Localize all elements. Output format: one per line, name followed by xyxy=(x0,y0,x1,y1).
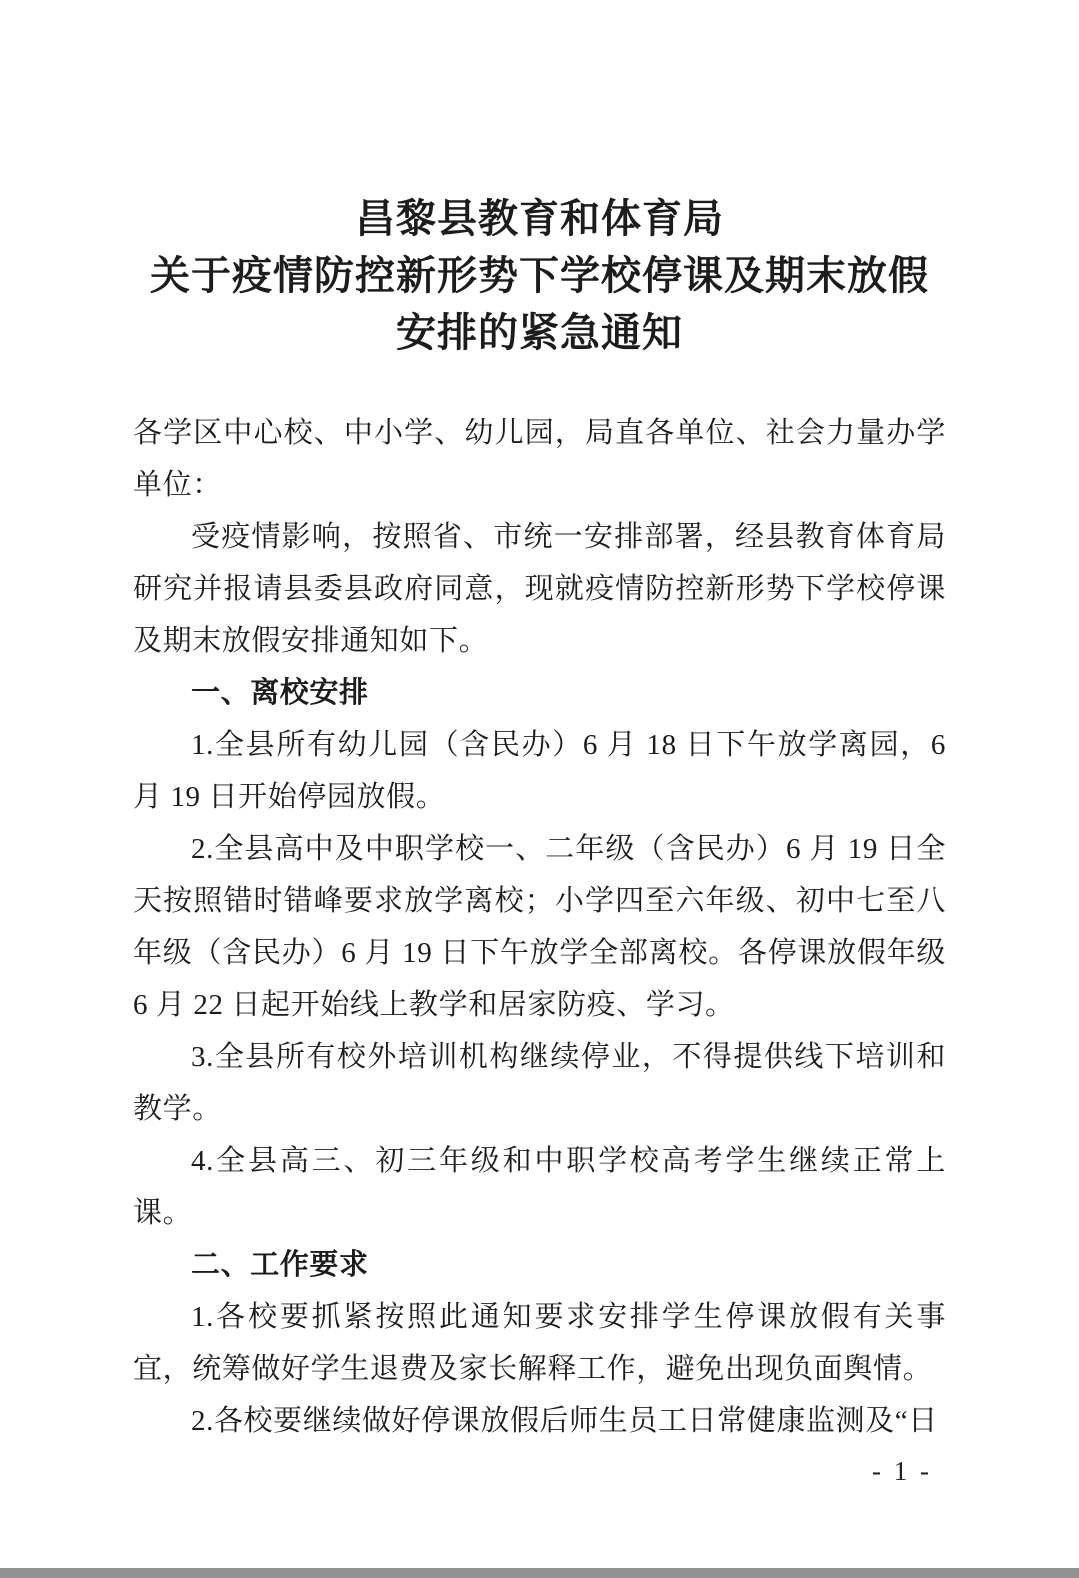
section-1-item-1: 1.全县所有幼儿园（含民办）6 月 18 日下午放学离园，6 月 19 日开始停园放假。 xyxy=(133,729,946,813)
document-title xyxy=(133,190,946,361)
section-2-item-1: 1.各校要抓紧按照此通知要求安排学生停课放假有关事宜，统筹做好学生退费及家长解释工作，避免出现负面舆情。 xyxy=(133,1301,946,1385)
page-number: - 1 - xyxy=(872,1456,932,1486)
notice-document xyxy=(133,190,946,1447)
section-2-heading: 二、工作要求 xyxy=(191,1249,369,1281)
section-1-item-2: 2.全县高中及中职学校一、二年级（含民办）6 月 19 日全天按照错时错峰要求放学离校；小学四至六年级、初中七至八年级（含民办）6 月 19 日下午放学全部离校。各停课放假年级 6 月 22 日起开始线上教学和居家防疫、学习。 xyxy=(133,833,946,1021)
salutation-line: 各学区中心校、中小学、幼儿园，局直各单位、社会力量办学单位： xyxy=(133,417,946,501)
intro-paragraph: 受疫情影响，按照省、市统一安排部署，经县教育体育局研究并报请县委县政府同意，现就疫情防控新形势下学校停课及期末放假安排通知如下。 xyxy=(133,521,946,657)
title-line-2: 关于疫情防控新形势下学校停课及期末放假 xyxy=(150,253,929,298)
section-1-heading: 一、离校安排 xyxy=(191,677,369,709)
title-line-3: 安排的紧急通知 xyxy=(396,310,683,355)
title-line-1: 昌黎县教育和体育局 xyxy=(355,196,724,241)
section-2-item-2: 2.各校要继续做好停课放假后师生员工日常健康监测及“日 xyxy=(191,1405,938,1437)
section-1-item-4: 4.全县高三、初三年级和中职学校高考学生继续正常上课。 xyxy=(133,1145,946,1229)
document-body xyxy=(133,407,946,1447)
section-1-item-3: 3.全县所有校外培训机构继续停业，不得提供线下培训和教学。 xyxy=(133,1041,946,1125)
bottom-edge-bar xyxy=(0,1568,1079,1578)
